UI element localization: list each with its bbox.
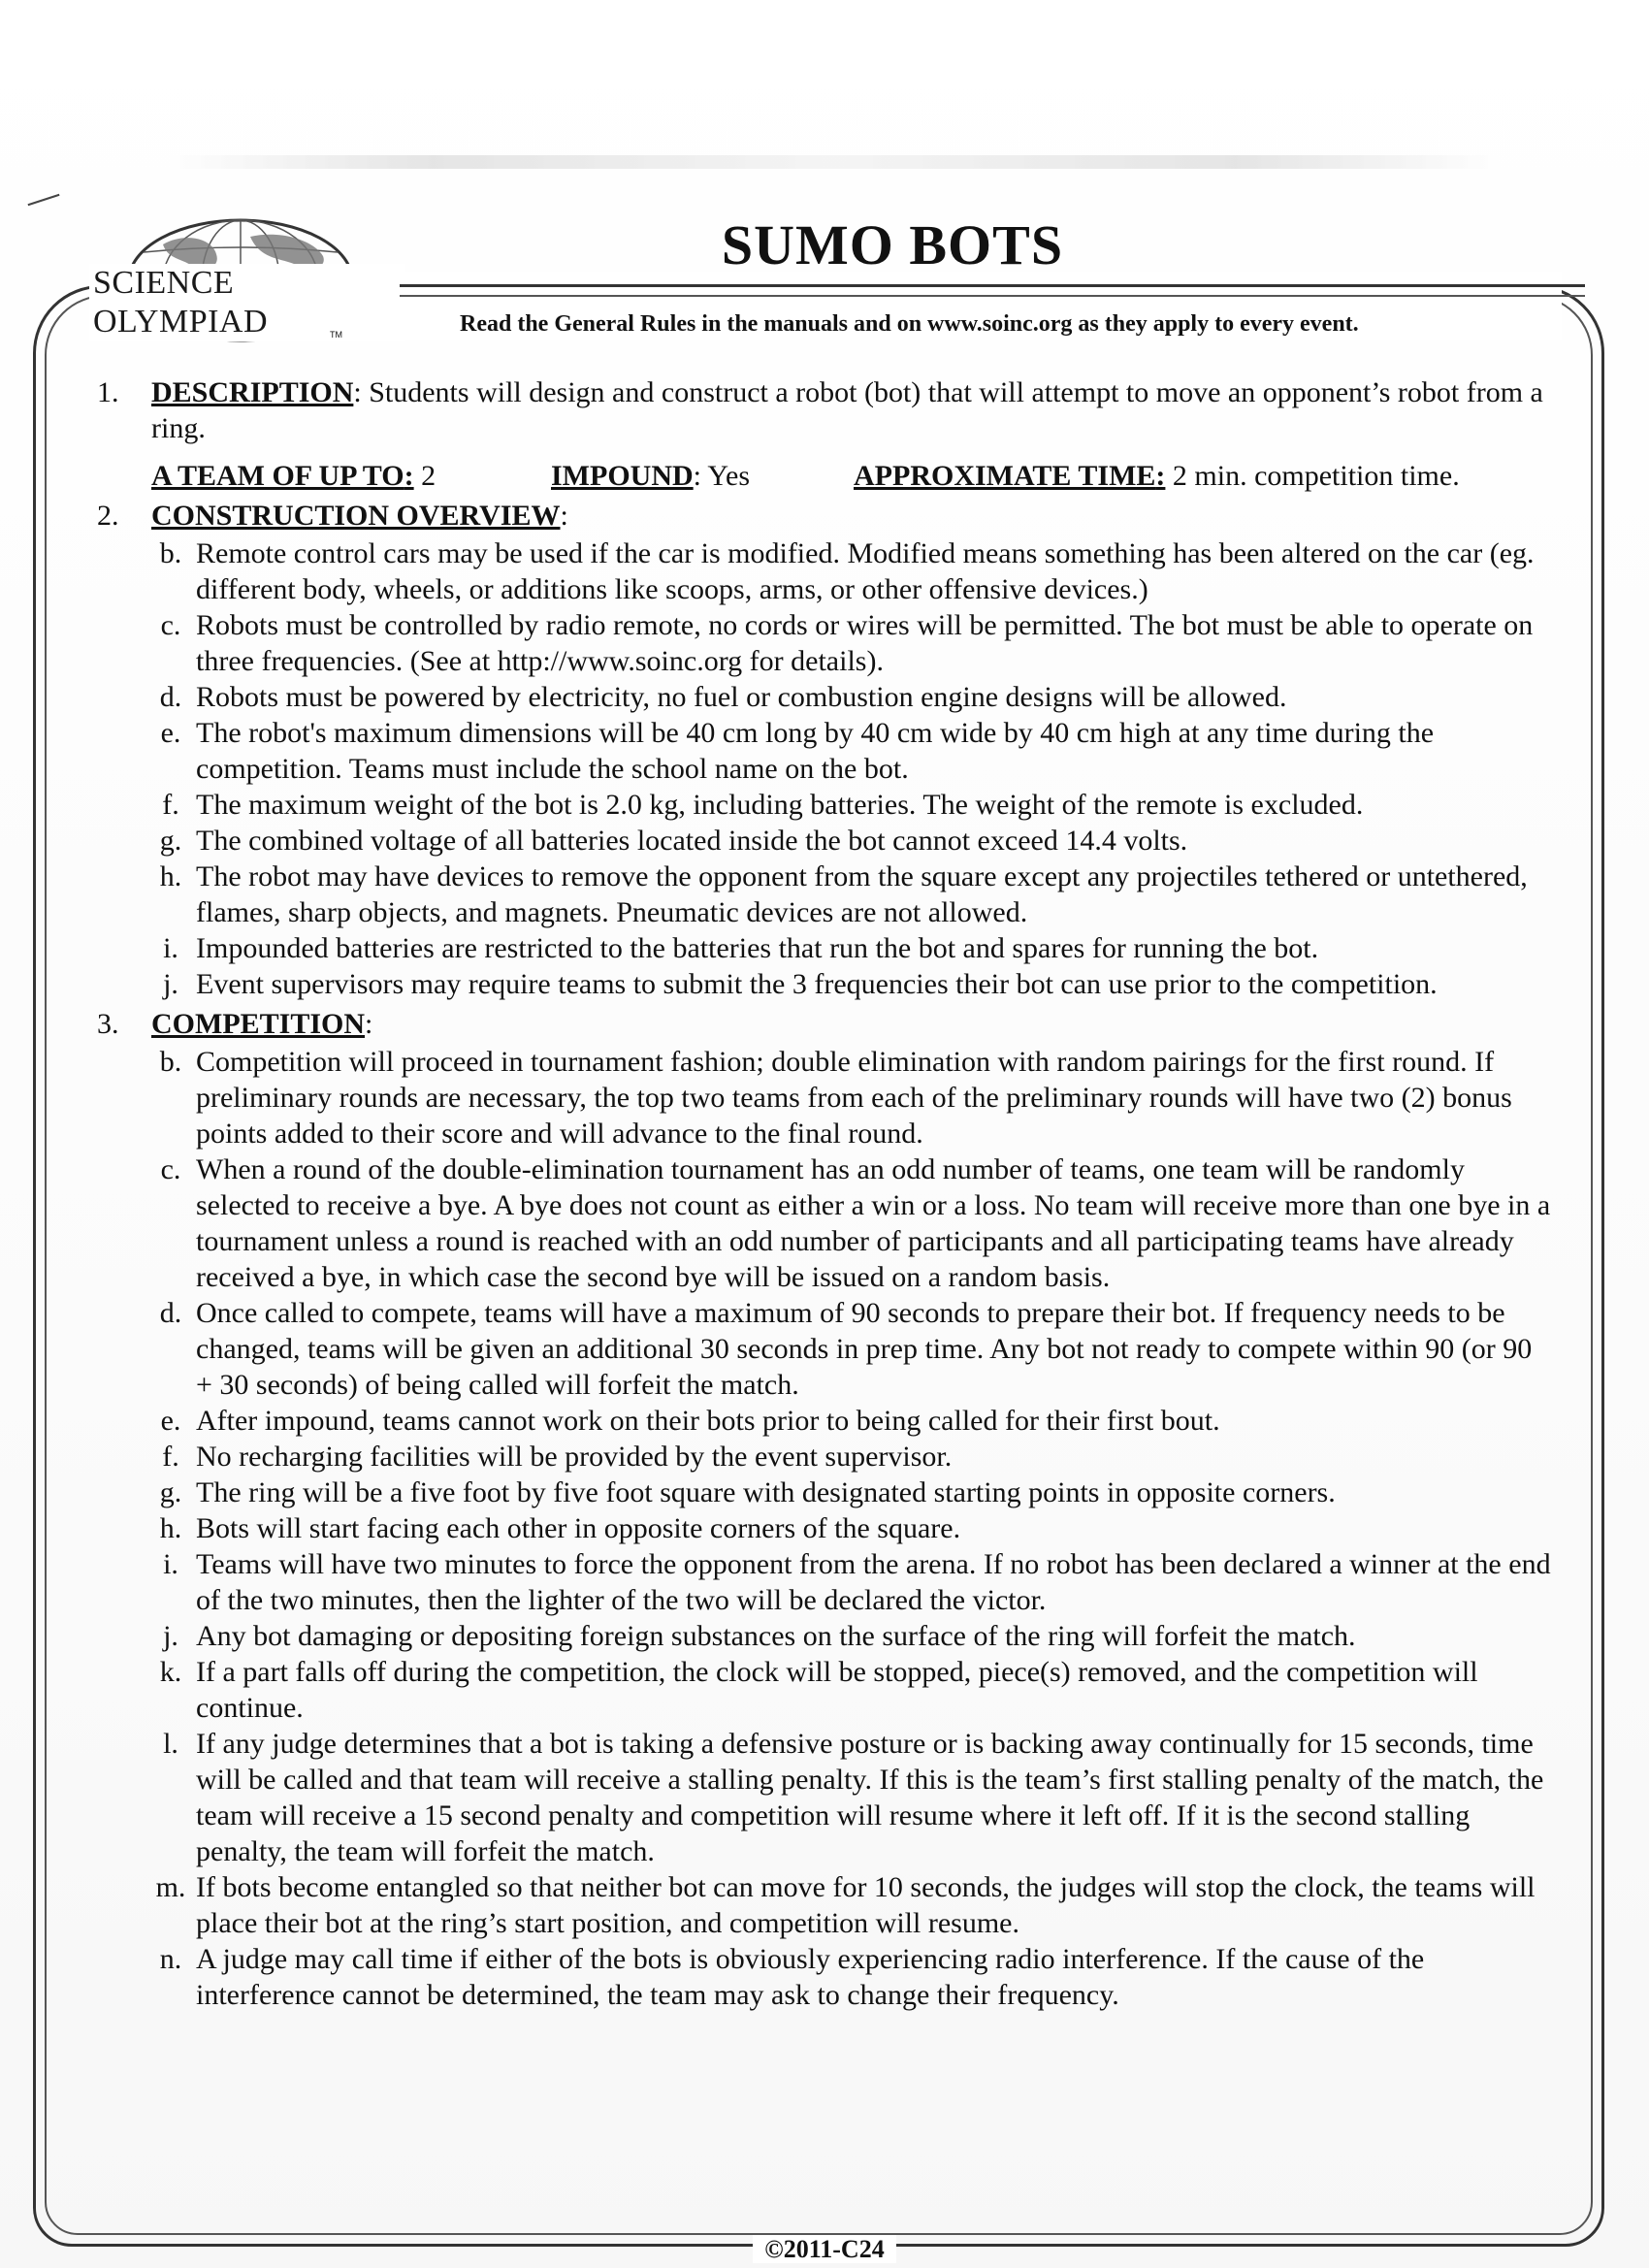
list-item [151,787,1552,823]
section-title: DESCRIPTION [151,376,354,408]
section-number: 2. [97,500,119,532]
list-item [151,1474,1552,1510]
item-letter: k. [159,1656,182,1688]
page-title: SUMO BOTS [721,213,1064,276]
item-letter: i. [163,932,178,964]
section-description [87,374,1552,494]
section-number: 1. [97,376,119,408]
item-text: Competition will proceed in tournament fashion; double elimination with random pairings for the first round. If preliminary rounds are necessary, the top two teams from each of the preliminary rounds will have two (2) bonus points added to their score and will advance to the final round. [196,1046,1512,1150]
item-letter: g. [159,1476,182,1508]
meta-label: IMPOUND [551,460,694,492]
item-text: If a part falls off during the competition, the clock will be stopped, piece(s) removed, and the competition will continue. [196,1656,1478,1724]
science-olympiad-logo [76,215,405,351]
item-letter: f. [162,789,179,821]
copyright-code: ©2011-C24 [753,2235,895,2263]
section-title: COMPETITION [151,1008,366,1040]
item-letter: d. [159,681,182,713]
section-number: 3. [97,1008,119,1040]
item-text: Any bot damaging or depositing foreign substances on the surface of the ring will forfeit the match. [196,1620,1356,1652]
item-letter: j. [163,968,178,1000]
item-letter: e. [160,1405,181,1437]
approximate-time: APPROXIMATE TIME: 2 min. competition time. [854,460,1460,492]
event-meta-row [151,458,1552,494]
item-text: Event supervisors may require teams to submit the 3 frequencies their bot can use prior to the competition. [196,968,1438,1000]
page-footer [0,2233,1649,2266]
item-text: Robots must be powered by electricity, no fuel or combustion engine designs will be allowed. [196,681,1287,713]
impound: IMPOUND: Yes [551,460,751,492]
list-item [151,715,1552,787]
meta-value: 2 min. competition time. [1172,460,1460,492]
competition-list [151,1044,1552,2013]
item-letter: m. [155,1871,186,1903]
header-rule [400,284,1585,297]
item-text: The robot's maximum dimensions will be 40 cm long by 40 cm wide by 40 cm high at any time during the competition. Teams must include the school name on the bot. [196,717,1435,785]
item-text: The robot may have devices to remove the opponent from the square except any projectiles tethered or untethered, flames, sharp objects, and magnets. Pneumatic devices are not allowed. [196,860,1528,928]
list-item [151,1546,1552,1618]
list-item [151,1295,1552,1403]
logo-wordmark: SCIENCE OLYMPIAD [89,264,405,341]
item-text: When a round of the double-elimination tournament has an odd number of teams, one team will be randomly selected to receive a bye. A bye does not count as either a win or a loss. No team will receive more than one bye in a tournament unless a round is reached with an odd number of participants and all participating teams have already received a bye, in which case the second bye will be issued on a random basis. [196,1153,1551,1293]
section-text: Students will design and construct a robot (bot) that will attempt to move an opponent’s robot from a ring. [151,376,1543,444]
item-text: Robots must be controlled by radio remote, no cords or wires will be permitted. The bot must be able to operate on three frequencies. (See at http://www.soinc.org for details). [196,609,1534,677]
item-letter: e. [160,717,181,749]
item-text: The maximum weight of the bot is 2.0 kg, including batteries. The weight of the remote is excluded. [196,789,1364,821]
item-letter: c. [160,1153,181,1185]
section-title: CONSTRUCTION OVERVIEW [151,500,561,532]
item-letter: l. [163,1728,178,1760]
meta-label: A TEAM OF UP TO [151,460,404,492]
item-letter: b. [159,1046,182,1078]
item-text: The combined voltage of all batteries located inside the bot cannot exceed 14.4 volts. [196,825,1188,857]
list-item [151,966,1552,1002]
item-text: If any judge determines that a bot is taking a defensive posture or is backing away continually for 15 seconds, time will be called and that team will receive a stalling penalty. If this is the team’s first stalling penalty of the match, the team will receive a 15 second penalty and competition will resume where it left off. If it is the second stalling penalty, the team will forfeit the match. [196,1728,1544,1867]
meta-value: Yes [707,460,751,492]
list-item [151,1151,1552,1295]
rules-content [87,374,1552,2013]
item-letter: c. [160,609,181,641]
list-item [151,930,1552,966]
construction-list [151,535,1552,1002]
item-text: Teams will have two minutes to force the opponent from the arena. If no robot has been declared a winner at the end of the two minutes, then the lighter of the two will be declared the victor. [196,1548,1551,1616]
item-letter: n. [159,1943,182,1975]
trademark-mark: TM [330,330,342,340]
meta-label: APPROXIMATE TIME [854,460,1156,492]
list-item [151,1044,1552,1151]
item-text: Once called to compete, teams will have a maximum of 90 seconds to prepare their bot. If frequency needs to be changed, teams will be given an additional 30 seconds in prep time. Any bot not ready to compete within 90 (or 90 + 30 seconds) of being called will forfeit the match. [196,1297,1533,1401]
list-item [151,1869,1552,1941]
section-competition [87,1006,1552,2013]
section-paragraph: CONSTRUCTION OVERVIEW: [151,500,568,532]
item-letter: f. [162,1441,179,1473]
list-item [151,1510,1552,1546]
item-text: Impounded batteries are restricted to the batteries that run the bot and spares for running the bot. [196,932,1319,964]
item-letter: g. [159,825,182,857]
list-item [151,1654,1552,1726]
item-text: If bots become entangled so that neither bot can move for 10 seconds, the judges will stop the clock, the teams will place their bot at the ring’s start position, and competition will resume. [196,1871,1536,1939]
meta-value: 2 [421,460,436,492]
section-paragraph: DESCRIPTION: Students will design and construct a robot (bot) that will attempt to move an opponent’s robot from a ring. [151,376,1543,444]
team-size: A TEAM OF UP TO: 2 [151,460,436,492]
list-item [151,679,1552,715]
list-item [151,823,1552,859]
item-text: Remote control cars may be used if the car is modified. Modified means something has been altered on the car (eg. different body, wheels, or additions like scoops, arms, or other offensive devices.) [196,537,1535,605]
item-text: After impound, teams cannot work on their bots prior to being called for their first bout. [196,1405,1220,1437]
item-letter: d. [159,1297,182,1329]
item-letter: i. [163,1548,178,1580]
item-text: A judge may call time if either of the bots is obviously experiencing radio interference. If the cause of the interference cannot be determined, the team may ask to change their frequency. [196,1943,1425,2011]
item-text: Bots will start facing each other in opposite corners of the square. [196,1512,961,1544]
list-item [151,1941,1552,2013]
general-rules-note: Read the General Rules in the manuals and on www.soinc.org as they apply to every event. [460,311,1359,337]
list-item [151,607,1552,679]
item-text: The ring will be a five foot by five foot square with designated starting points in opposite corners. [196,1476,1336,1508]
list-item [151,1403,1552,1439]
section-construction [87,498,1552,1002]
item-letter: h. [159,1512,182,1544]
list-item [151,859,1552,930]
section-paragraph: COMPETITION: [151,1008,373,1040]
item-letter: j. [163,1620,178,1652]
item-text: No recharging facilities will be provided by the event supervisor. [196,1441,953,1473]
list-item [151,1618,1552,1654]
item-letter: h. [159,860,182,892]
list-item [151,535,1552,607]
list-item [151,1439,1552,1474]
list-item [151,1726,1552,1869]
scan-smudge [165,155,1504,169]
item-letter: b. [159,537,182,569]
